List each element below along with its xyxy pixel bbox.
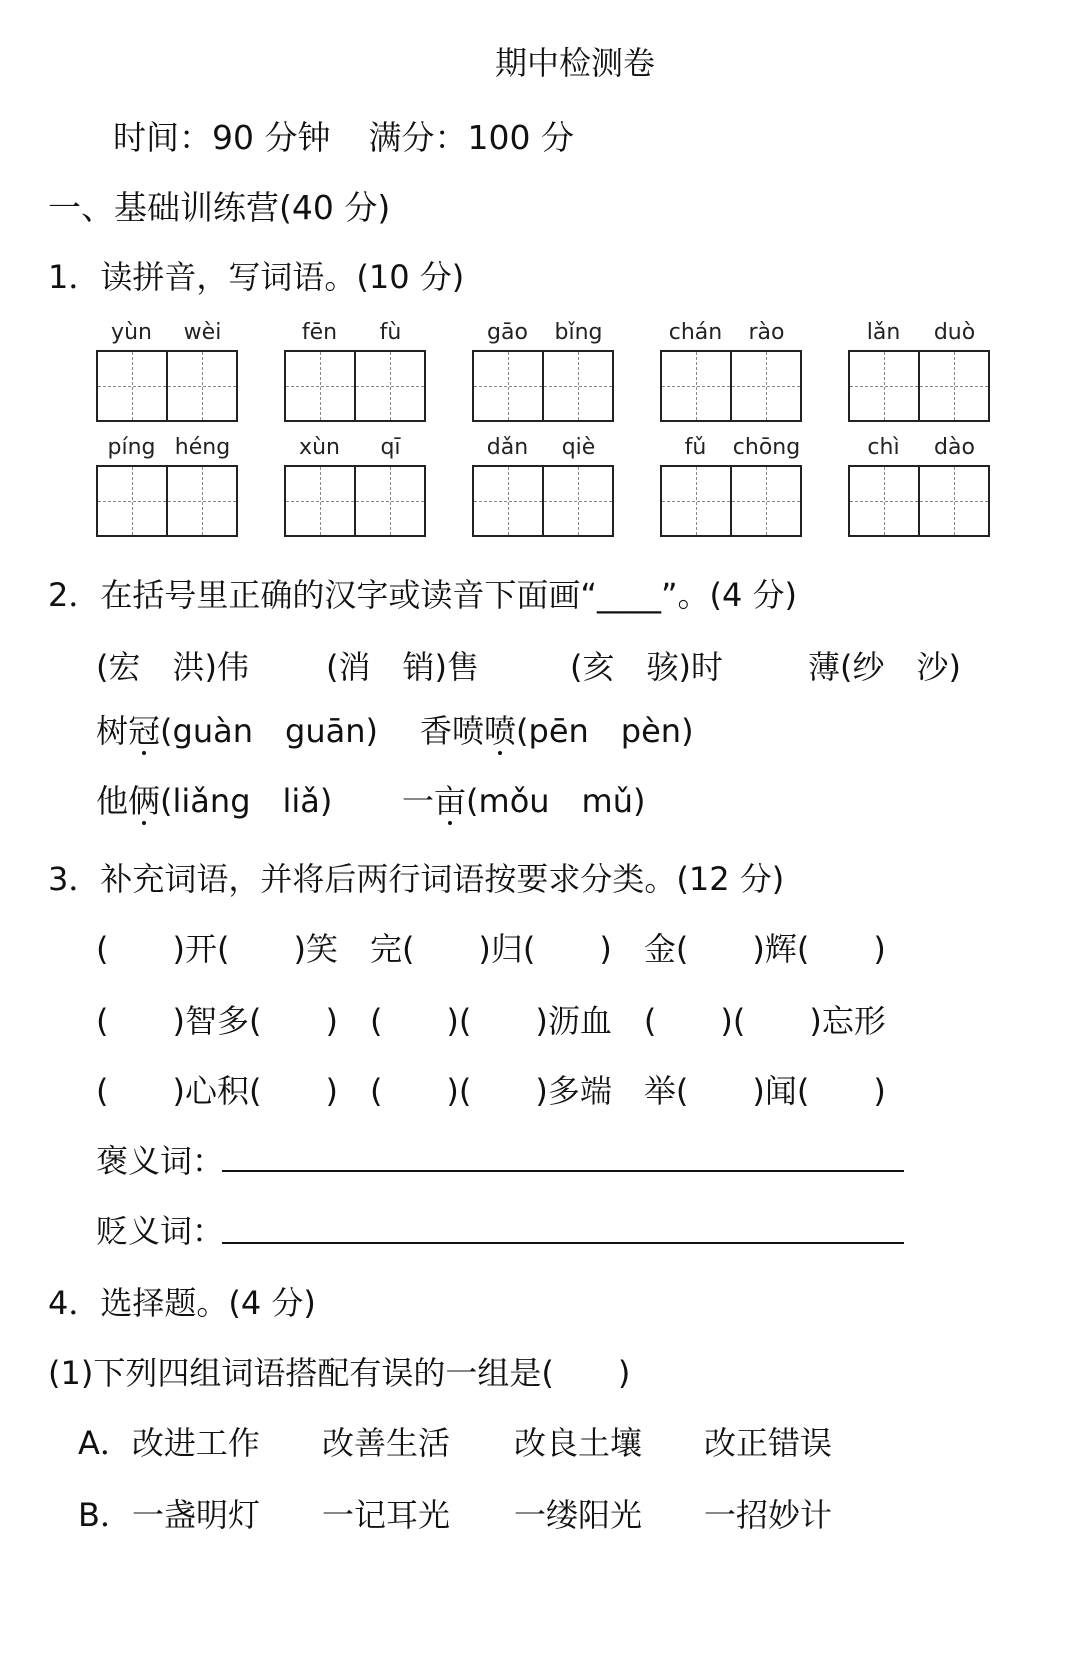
q4-option-a-4: 改正错误 (704, 1424, 833, 1462)
writing-cell[interactable] (98, 352, 166, 420)
q2-text: 他 (96, 782, 129, 820)
q4-option-a-3: 改良土壤 (514, 1424, 643, 1462)
writing-cell[interactable] (730, 467, 800, 535)
writing-grid[interactable] (472, 350, 614, 422)
writing-cell[interactable] (662, 467, 730, 535)
writing-grid[interactable] (96, 465, 238, 537)
question-2-prompt: 2．在括号里正确的汉字或读音下面画“____”。(4 分) (48, 576, 798, 614)
section-heading: 一、基础训练营(40 分) (48, 188, 391, 227)
writing-cell[interactable] (918, 352, 988, 420)
writing-grid[interactable] (660, 465, 802, 537)
question-4-prompt: 4．选择题。(4 分) (48, 1284, 316, 1322)
q2-option-1: (宏 洪)伟 (96, 648, 249, 686)
q2-choices: (pēn pèn) (516, 712, 694, 750)
writing-cell[interactable] (354, 467, 424, 535)
q2-option-4: 薄(纱 沙) (808, 648, 961, 686)
writing-grid[interactable] (284, 465, 426, 537)
derog-answer-line[interactable] (222, 1242, 904, 1244)
writing-cell[interactable] (166, 352, 236, 420)
q2-choices: (guàn guān) (160, 712, 378, 750)
q2-text: 香喷 (420, 712, 485, 750)
pinyin-syllable: duò (933, 320, 976, 345)
dotted-char: 俩 (128, 782, 161, 820)
writing-cell[interactable] (918, 467, 988, 535)
pinyin-syllable: dào (934, 435, 975, 460)
exam-meta (113, 112, 574, 159)
q4-option-b-3: 一缕阳光 (514, 1496, 643, 1534)
q2-option-7 (96, 776, 332, 822)
q4-option-b-4: 一招妙计 (704, 1496, 833, 1534)
praise-answer-line[interactable] (222, 1170, 904, 1172)
writing-cell[interactable] (286, 352, 354, 420)
q4-subquestion-1: (1)下列四组词语搭配有误的一组是( ) (48, 1354, 631, 1392)
q4-option-b-2: 一记耳光 (322, 1496, 451, 1534)
writing-cell[interactable] (542, 467, 612, 535)
derog-label: 贬义词： (96, 1212, 225, 1250)
pinyin-syllable: yùn (111, 320, 152, 345)
q2-choices: (mǒu mǔ) (466, 782, 646, 820)
dotted-char: 喷 (484, 712, 517, 750)
pinyin-syllable: píng (107, 435, 156, 460)
pinyin-syllable: bǐng (554, 320, 603, 345)
pinyin-syllable: gāo (487, 320, 528, 345)
writing-cell[interactable] (98, 467, 166, 535)
writing-grid[interactable] (284, 350, 426, 422)
pinyin-syllable: qiè (561, 435, 596, 460)
writing-grid[interactable] (848, 465, 990, 537)
q2-option-3: (亥 骇)时 (570, 648, 723, 686)
pinyin-syllable: lǎn (866, 320, 901, 345)
pinyin-syllable: chōng (732, 435, 801, 460)
writing-cell[interactable] (542, 352, 612, 420)
pinyin-syllable: xùn (299, 435, 340, 460)
pinyin-syllable: fēn (301, 320, 338, 345)
pinyin-syllable: héng (174, 435, 231, 460)
writing-cell[interactable] (474, 467, 542, 535)
praise-label: 褒义词： (96, 1142, 225, 1180)
pinyin-syllable: fù (379, 320, 402, 345)
q3-idiom-line-3: ( )心积( ) ( )( )多端 举( )闻( ) (96, 1072, 886, 1110)
q2-option-5 (96, 706, 378, 752)
writing-cell[interactable] (730, 352, 800, 420)
dotted-char: 亩 (434, 782, 467, 820)
q4-option-b-1: B．一盏明灯 (78, 1496, 260, 1534)
writing-cell[interactable] (286, 467, 354, 535)
writing-grid[interactable] (96, 350, 238, 422)
writing-cell[interactable] (474, 352, 542, 420)
q2-option-2: (消 销)售 (326, 648, 479, 686)
writing-grid[interactable] (472, 465, 614, 537)
pinyin-syllable: dǎn (486, 435, 529, 460)
dotted-char: 冠 (128, 712, 161, 750)
q3-idiom-line-2: ( )智多( ) ( )( )沥血 ( )( )忘形 (96, 1002, 886, 1040)
writing-cell[interactable] (354, 352, 424, 420)
q3-idiom-line-1: ( )开( )笑 完( )归( ) 金( )辉( ) (96, 930, 886, 968)
question-1-prompt: 1．读拼音，写词语。(10 分) (48, 258, 465, 296)
pinyin-syllable: rào (748, 320, 785, 345)
q2-option-8 (402, 776, 646, 822)
page-title: 期中检测卷 (494, 44, 655, 82)
q2-text: 一 (402, 782, 435, 820)
pinyin-syllable: wèi (183, 320, 222, 345)
q2-option-6 (420, 706, 694, 752)
q4-option-a-2: 改善生活 (322, 1424, 451, 1462)
writing-cell[interactable] (662, 352, 730, 420)
writing-cell[interactable] (166, 467, 236, 535)
q2-text: 树 (96, 712, 129, 750)
pinyin-syllable: qī (380, 435, 401, 460)
q4-option-a-1: A．改进工作 (78, 1424, 260, 1462)
exam-full-score: 满分：100 分 (368, 118, 574, 157)
question-3-prompt: 3．补充词语，并将后两行词语按要求分类。(12 分) (48, 860, 785, 898)
q2-choices: (liǎng liǎ) (160, 782, 333, 820)
writing-cell[interactable] (850, 467, 918, 535)
writing-cell[interactable] (850, 352, 918, 420)
writing-grid[interactable] (660, 350, 802, 422)
writing-grid[interactable] (848, 350, 990, 422)
pinyin-syllable: chán (668, 320, 723, 345)
pinyin-syllable: fǔ (684, 435, 707, 460)
pinyin-syllable: chì (867, 435, 900, 460)
exam-time: 时间：90 分钟 (113, 118, 331, 157)
